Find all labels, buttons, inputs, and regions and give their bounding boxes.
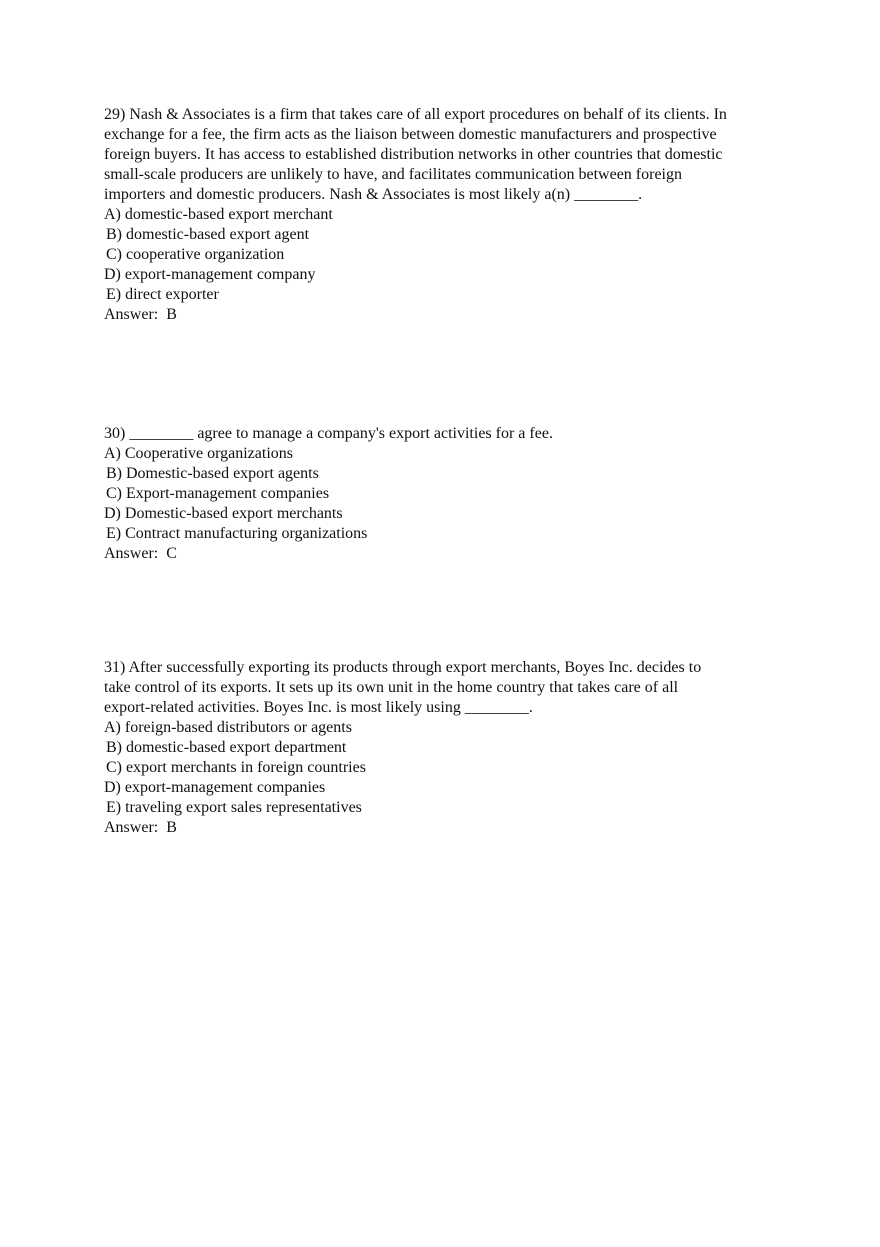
- stem-line: 31) After successfully exporting its products through export merchants, Boyes Inc. decides to: [104, 659, 702, 676]
- answer-key: Answer: B: [104, 819, 177, 836]
- option-c: C) Export-management companies: [106, 485, 330, 502]
- option-b: B) domestic-based export agent: [106, 226, 310, 243]
- option-c: C) cooperative organization: [106, 246, 285, 263]
- option-e: E) traveling export sales representatives: [106, 799, 362, 816]
- stem-line: 30) ________ agree to manage a company's export activities for a fee.: [104, 425, 553, 442]
- answer-options: [104, 718, 784, 818]
- stem-line: importers and domestic producers. Nash & Associates is most likely a(n) ________.: [104, 186, 643, 203]
- question-31: [104, 658, 784, 838]
- question-stem: [104, 424, 784, 444]
- answer-options: [104, 444, 784, 544]
- stem-line: exchange for a fee, the firm acts as the liaison between domestic manufacturers and prospective: [104, 126, 717, 143]
- stem-line: export-related activities. Boyes Inc. is most likely using ________.: [104, 699, 533, 716]
- option-a: A) foreign-based distributors or agents: [104, 719, 352, 736]
- option-b: B) domestic-based export department: [106, 739, 347, 756]
- option-d: D) export-management companies: [104, 779, 326, 796]
- question-stem: [104, 105, 784, 205]
- answer-key: Answer: B: [104, 306, 177, 323]
- stem-line: foreign buyers. It has access to established distribution networks in other countries that domestic: [104, 146, 723, 163]
- stem-line: small-scale producers are unlikely to have, and facilitates communication between foreign: [104, 166, 682, 183]
- stem-line: 29) Nash & Associates is a firm that takes care of all export procedures on behalf of its clients. In: [104, 106, 727, 123]
- option-d: D) Domestic-based export merchants: [104, 505, 343, 522]
- option-b: B) Domestic-based export agents: [106, 465, 319, 482]
- option-c: C) export merchants in foreign countries: [106, 759, 366, 776]
- option-d: D) export-management company: [104, 266, 316, 283]
- answer-key: Answer: C: [104, 545, 177, 562]
- question-30: [104, 424, 784, 564]
- option-a: A) Cooperative organizations: [104, 445, 293, 462]
- option-e: E) Contract manufacturing organizations: [106, 525, 368, 542]
- option-e: E) direct exporter: [106, 286, 219, 303]
- question-stem: [104, 658, 784, 718]
- option-a: A) domestic-based export merchant: [104, 206, 333, 223]
- answer-options: [104, 205, 784, 305]
- stem-line: take control of its exports. It sets up its own unit in the home country that takes care of all: [104, 679, 679, 696]
- question-29: [104, 105, 784, 325]
